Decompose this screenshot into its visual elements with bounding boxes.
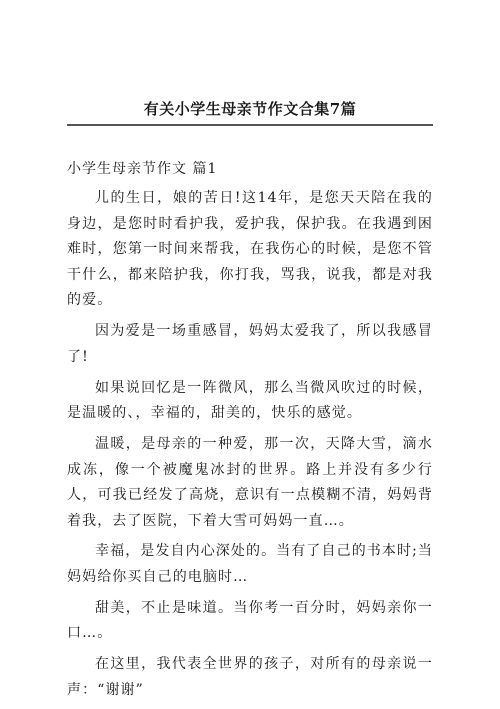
paragraph: 在这里，我代表全世界的孩子，对所有的母亲说一声：“谢谢”	[67, 656, 433, 698]
section-heading: 小学生母亲节作文 篇1	[67, 161, 218, 177]
paragraph: 温暖，是母亲的一种爱，那一次，天降大雪，滴水成冻，像一个被魔鬼冰封的世界。路上并没有多少行人，可我已经发了高烧，意识有一点模糊不清，妈妈背着我，去了医院，下着大雪可妈妈一直…。	[67, 435, 433, 529]
paragraph: 如果说回忆是一阵微风，那么当微风吹过的时候，是温暖的、，幸福的，甜美的，快乐的感觉。	[67, 379, 433, 422]
article-body	[67, 186, 433, 709]
document-title: 有关小学生母亲节作文合集7篇	[143, 100, 357, 118]
paragraph: 幸福，是发自内心深处的。当有了自己的书本时;当妈妈给你买自己的电脑时…	[67, 543, 434, 586]
paragraph: 因为爱是一场重感冒，妈妈太爱我了，所以我感冒了!	[67, 323, 433, 365]
paragraph: 儿的生日，娘的苦日!这14年，是您天天陪在我的身边，是您时时看护我，爱护我，保护我。在我遇到困难时，您第一时间来帮我，在我伤心的时候，是您不管干什么，都来陪护我，你打我，骂我，说我，都是对我的爱。	[67, 190, 433, 309]
paragraph: 甜美，不止是味道。当你考一百分时，妈妈亲你一口…。	[67, 599, 433, 642]
title-divider	[67, 124, 433, 126]
